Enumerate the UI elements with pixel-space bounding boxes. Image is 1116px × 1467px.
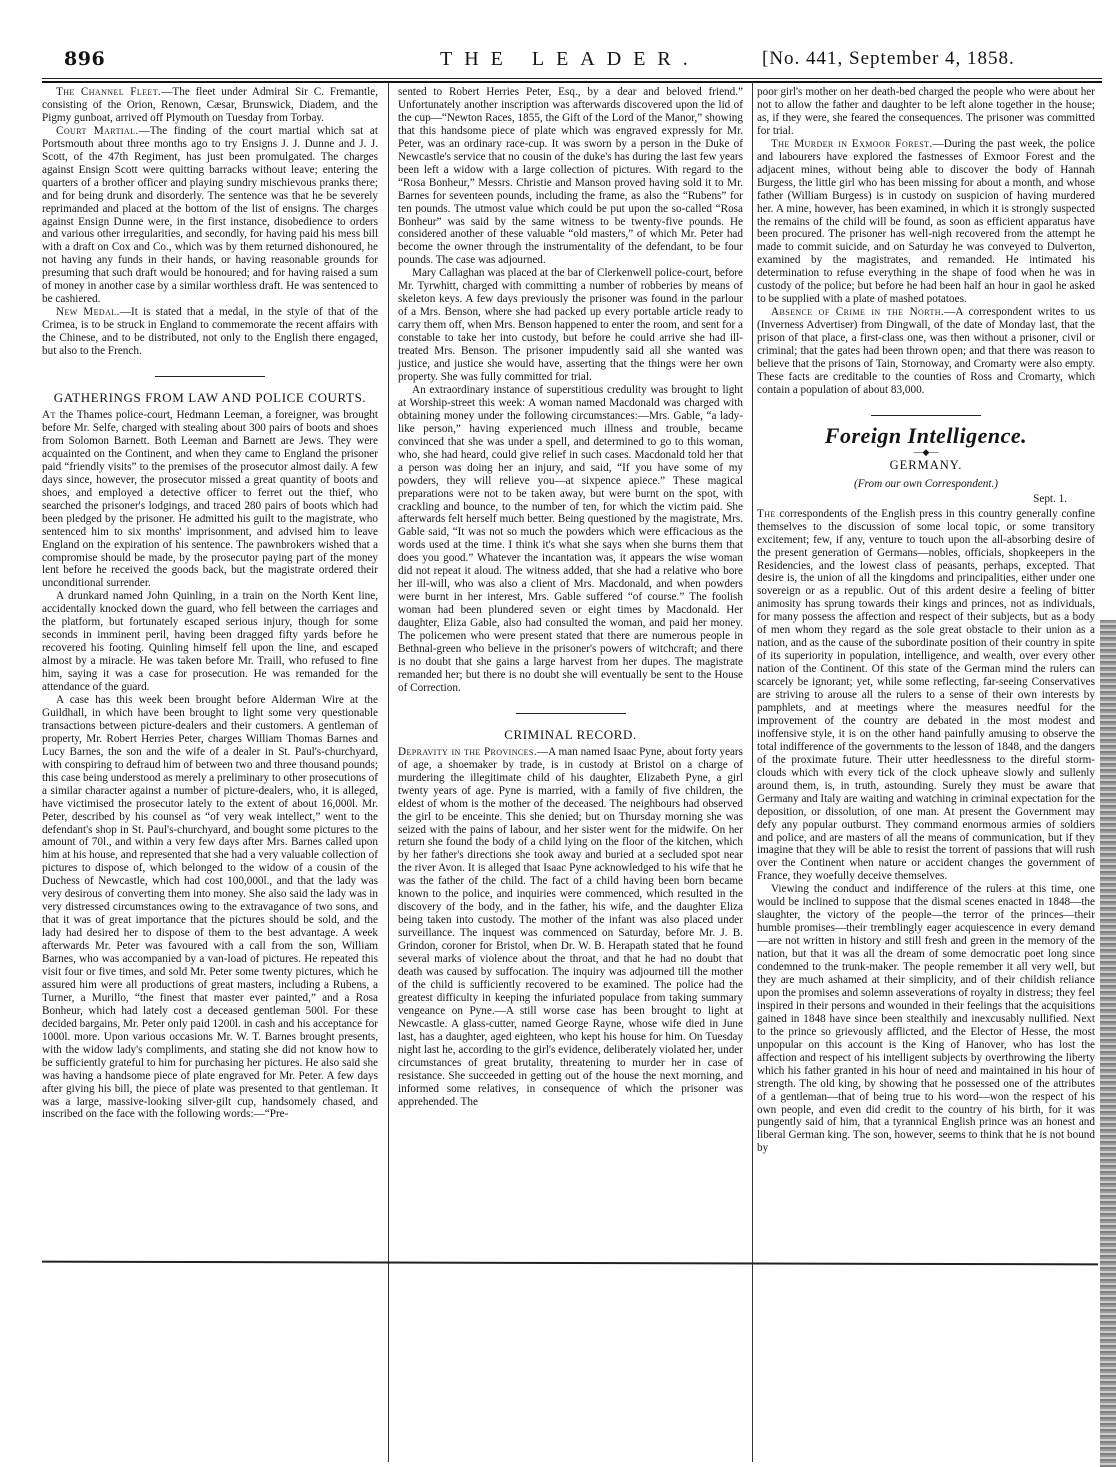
article-text: poor girl's mother on her death-bed charged the people who were about her not to allow the father and daughter to be left alone together in the house; as, if they were, she feared the consequences. The prisoner was committed for trial. [757, 86, 1095, 137]
page-fold-crease [42, 1261, 1098, 1266]
page-edge-shadow [1100, 620, 1116, 1467]
article-text: correspondents of the English press in this country generally confine themselves to the discussion of some local topic, or some transitory excitement; few, if any, venture to touch upon the all-absorbing desire of the present generation of Germans—nobles, officials, shopkeepers in the Residencies, and the lowest class of peasants, perhaps, excepted. That desire is, the union of all the kingdoms and principalities, either under one sovereign or as a republic. Out of this ardent desire a feeling of bitter animosity has sprung towards their kings and princes, not as individuals, for many possess the affection and respect of their subjects, but as a body of men whom they regard as the sole great obstacle to their union as a nation, and as the cause of the subordinate position of their country in spite of its superiority in population, intelligence, and wealth, over every other nation of the Continent. Of this state of the German mind the rulers can scarcely be ignorant; yet, while some reflecting, far-seeing Conservatives are striving to arouse all the rulers to a sense of their own interests by pamphlets, and at meetings where the measures needful for the improvement of the country are debated in the most modest and inoffensive style, it is on the other hand painfully amusing to observe the total indifference of the governments to the lesson of 1848, and the dangers of the proximate future. Their utter heedlessness to the direful storm-clouds which with every tick of the clock upheave slowly and sullenly around them, is, in truth, astounding. Surely they must be aware that Germany and Italy are waiting and watching in criminal expectation for the deposition, or dissolution, of one man. At present the Government may defy any popular outburst. They command enormous armies of soldiers and police, and are masters of all the means of communication, but if they imagine that they will be able to resist the torrent of passions that will rush over the Continent when nature or accident changes the government of France, they woefully deceive themselves. [757, 507, 1095, 883]
ornament-divider: —◆— [913, 446, 939, 457]
byline: (From our own Correspondent.) [854, 477, 998, 490]
section-title-law-police: GATHERINGS FROM LAW AND POLICE COURTS. [53, 390, 367, 406]
article-paragraph [42, 409, 378, 590]
section-title-criminal-record: CRIMINAL RECORD. [504, 726, 637, 742]
article-paragraph [757, 508, 1095, 884]
section-title-foreign-intelligence: Foreign Intelligence. [824, 422, 1028, 448]
page-header [42, 48, 1102, 74]
article-lead: The Murder in Exmoor Forest. [771, 137, 933, 150]
column-3 [757, 86, 1095, 1155]
article-text: —A man named Isaac Pyne, about forty years of age, a shoemaker by trade, is in custody at Bristol on a charge of murdering the illegitimate child of his daughter, Elizabeth Pyne, a girl twenty years of age. Pyne is married, with a family of five children, the eldest of whom is the mother of the deceased. The neighbours had observed the girl to be enceinte. This she denied; but on Thursday morning she was seized with the pains of labour, and her sister went for the midwife. On her return she found the body of a child lying on the floor of the kitchen, which by her father's directions she took away and buried at a secluded spot near the river Avon. It is alleged that Isaac Pyne acknowledged to his wife that he was the father of the child. The fact of a child having been born became known to the police, and inquiries were commenced, which resulted in the discovery of the body, and in the father, his wife, and the daughter Eliza being taken into custody. The mother of the infant was also placed under surveillance. The inquest was commenced on Saturday, before Mr. J. B. Grindon, coroner for Bristol, when Dr. W. B. Herapath stated that he found several marks of violence about the throat, and that he had no doubt that death was caused by suffocation. The inquiry was adjourned till the mother of the child is sufficiently recovered to be examined. The police had the greatest difficulty in keeping the infuriated populace from taking summary vengeance on Pyne.—A still worse case has been brought to light at Newcastle. A glass-cutter, named George Rayne, whose wife died in June last, has a daughter, aged eighteen, who kept his house for him. On Tuesday night last he, according to the girl's evidence, deliberately violated her, under circumstances of great brutality, threatening to murder her in case of resistance. She succeeded in getting out of the house the next morning, and informed some relatives, in consequence of which the prisoner was apprehended. The [398, 745, 743, 1108]
article-text: —It is stated that a medal, in the style of that of the Crimea, is to be struck in England to commemorate the recent affairs with the Chinese, and to be distributed, not only to the English there engaged, but also to the French. [42, 306, 378, 358]
article-court-martial [42, 125, 378, 306]
article-text: A drunkard named John Quinling, in a train on the North Kent line, accidentally knocked down the guard, who fell between the carriages and the platform, but fortunately escaped serious injury, though for some seconds in imminent peril, having been dragged fifty yards before he recovered his footing. Quinling himself fell upon the line, and escaped almost by a miracle. He was taken before Mr. Traill, who refused to fine him, saying it was a case for prosecution. He was remanded for the attendance of the guard. [42, 590, 378, 694]
article-depravity [398, 746, 743, 1109]
section-divider [516, 713, 626, 714]
article-lead: Absence of Crime in the North. [771, 306, 945, 319]
page-number: 896 [64, 48, 106, 70]
column-divider [752, 82, 753, 1462]
article-text: Mary Callaghan was placed at the bar of Clerkenwell police-court, before Mr. Tyrwhitt, charged with committing a number of robberies by means of skeleton keys. A few days previously the prisoner was found in the parlour of a Mrs. Benson, where she had packed up every portable article ready to carry them off, when Mrs. Benson happened to enter the room, and sent for a constable to take her into custody, but before he could arrive she had ill-treated Mrs. Benson. The prisoner impudently said all she wanted was justice, and justice she would have, asserting that the things were her own property. She was fully committed for trial. [398, 267, 743, 383]
article-absence-crime [757, 306, 1095, 397]
issue-date: [No. 441, September 4, 1858. [762, 48, 1015, 69]
article-lead: New Medal. [56, 306, 120, 319]
article-text: the Thames police-court, Hedmann Leeman, a foreigner, was brought before Mr. Selfe, charged with stealing about 300 pairs of boots and shoes from Solomon Barnett. Both Leeman and Barnett are Jews. They were acquainted on the Continent, and when they came to England the prisoner paid “friendly visits” to the premises of the prosecutor almost daily. A few days since, however, the prosecutor missed a great quantity of boots and shoes, and employed a detective officer to ferret out the thief, who searched the prisoner's lodgings, and traced 280 pairs of boots which had been pledged by the prisoner. He admitted his guilt to the magistrate, who sentenced him to six months' imprisonment, and advised him to leave England on the expiration of his sentence. The pawnbrokers wished that a compromise should be made, by the prosecutor paying part of the money lent before he received the goods back, but the magistrate ordered their unconditional surrender. [42, 409, 378, 590]
article-text: A case has this week been brought before Alderman Wire at the Guildhall, in which have been brought to light some very questionable transactions between picture-dealers and their customers. A gentleman of property, Mr. Robert Herries Peter, charges William Thomas Barnes and Lucy Barnes, the son and the wife of a dealer in St. Paul's-churchyard, with conspiring to defraud him of between two and three thousand pounds; this case being understood as merely a preliminary to other prosecutions of a similar character against a number of picture-dealers, who, it is alleged, have victimised the prosecutor lately to the extent of about 16,000l. Mr. Peter, described by his counsel as “of very weak intellect,” went to the defendant's shop in St. Paul's-churchyard, and bought some pictures to the amount of 70l., and within a very few days after Mrs. Barnes called upon him at his house, and represented that she had a very valuable collection of pictures to dispose of, which belonged to the widow of a cousin of the Duchess of Newcastle, which had cost 100,000l., and that the lady was very desirous of converting them into money. She also said the lady was in very distressed circumstances owing to the extravagance of two sons, and that it was of great importance that the pictures should be sold, and the lady had desired her to dispose of them to the best advantage. A week afterwards Mr. Peter was favoured with a call from the son, William Barnes, who was accompanied by a van-load of pictures. He repeated this visit four or five times, and sold Mr. Peter some twenty pictures, which he assured him were all productions of great masters, including a Rubens, a Turner, a Murillo, “the finest that master ever painted,” and a Rosa Bonheur, which had lately cost a deceased gentleman 500l. For these decided bargains, Mr. Peter only paid 1200l. in cash and his acceptance for 1000l. more. Upon various occasions Mr. W. T. Barnes brought presents, with the widow lady's compliments, and stating she did not know how to be sufficiently grateful to him for purchasing her pictures. He also said she was having a handsome piece of plate engraved for Mr. Peter. A few days after giving his bill, the piece of plate was presented to that gentleman. It was a large, massive-looking silver-gilt cup, handsomely chased, and inscribed on the face with the following words:—“Pre- [42, 693, 378, 1121]
dateline: Sept. 1. [1033, 492, 1067, 505]
article-exmoor [757, 138, 1095, 306]
article-text: An extraordinary instance of superstitious credulity was brought to light at Worship-street this week: A woman named Macdonald was charged with obtaining money under the following circumstances:—Mrs. Gable, “a lady-like person,” having experienced much illness and trouble, became convinced that she was under a spell, and determined to go to this woman, who, she had heard, could give relief in such cases. Macdonald told her that a person was doing her an injury, and said, “If you have some of my powders, they will relieve you—at sixpence apiece.” These magical preparations were not to be taken away, but were burnt on the spot, with crackling and bounce, to the number of ten, for which the victim paid. She afterwards felt herself much better. Being questioned by the magistrate, Mrs. Gable said, “It was not so much the powders which were efficacious as the words used at the time. I think it's what she says when she burns them that does you good.” Whatever the incantation was, it appears the wise woman did not repeat it aloud. The witness added, that she had a relative who bore her ill-will, who was also a client of Mrs. Macdonald, and when powders were burnt in her interest, Mrs. Gable suffered “of course.” The foolish woman had been plundered seven or eight times by Macdonald. Her daughter, Eliza Gable, also had consulted the woman, and paid her money. The policemen who were present stated that there are numerous people in Bethnal-green who believe in the prisoner's powers of witchcraft; and there is no doubt that she gains a large harvest from her dupes. The magistrate remanded her; but there is no doubt she will eventually be sent to the House of Correction. [398, 383, 743, 694]
article-lead: At [42, 409, 56, 422]
article-text: —A correspondent writes to us (Inverness Advertiser) from Dingwall, of the date of Monday last, that the prison of that place, a first-class one, was then without a prisoner, civil or criminal; that the gates had been thrown open; and that there was reason to believe that the prisons of Tain, Stornoway, and Cromarty were also empty. These facts are creditable to the counties of Ross and Cromarty, which contain a population of about 83,000. [757, 306, 1096, 396]
article-paragraph [398, 267, 743, 384]
article-paragraph [398, 86, 743, 267]
article-text: —The fleet under Admiral Sir C. Fremantle, consisting of the Orion, Renown, Cæsar, Brunswick, Diadem, and the Pigmy gunboat, arrived off Plymouth on Tuesday from Torbay. [42, 86, 379, 124]
article-text: —During the past week, the police and labourers have explored the fastnesses of Exmoor Forest and the adjacent mines, without being able to discover the body of Hannah Burgess, the little girl who has been missing for about a month, and whose father (William Burgess) is in custody on suspicion of having murdered her. A mine, however, has been examined, in which it is strongly suspected the remains of the child will be found, as soon as efficient apparatus have been procured. The prisoner has well-nigh recovered from the attempt he made to commit suicide, and on Saturday he was conveyed to Dulverton, examined by the magistrates, and remanded. He intimated his determination to refuse everything in the shape of food when he was in custody of the police; but before he had been half an hour in gaol he asked to be supplied with a plate of mashed potatoes. [757, 137, 1095, 306]
article-paragraph [42, 694, 378, 1121]
article-paragraph [757, 883, 1095, 1155]
header-rule [42, 78, 1102, 83]
masthead: THE LEADER. [440, 48, 700, 70]
article-text: sented to Robert Herries Peter, Esq., by a dear and beloved friend.” Unfortunately another inscription was afterwards discovered upon the lid of the cup—“Newton Races, 1855, the Gift of the Lord of the Manor,” showing that this handsome piece of plate which was engraved expressly for Mr. Peter, was an ordinary race-cup. It was sworn by a person in the Duke of Newcastle's service that no cousin of the duke's has during the last few years been left a widow with a large collection of pictures. With regard to the “Rosa Bonheur,” Messrs. Christie and Manson proved having sold it to Mr. Barnes for seventeen pounds, including the frame, as also the “Rubens” for ten pounds. The utmost value which could be put upon the so-called “Rosa Bonheur” was said by the same witness to be twenty-five pounds. He considered another of these valuable “old masters,” of which Mr. Peter had become the owner through the instrumentality of the defendant, to be four pounds. The case was adjourned. [398, 86, 743, 267]
article-text: —The finding of the court martial which sat at Portsmouth about three months ago to try Ensigns J. J. Dunne and J. J. Scott, of the 47th Regiment, has just been promulgated. The charges against Ensign Scott were quitting barracks without leave; entering the quarters of a brother officer and playing sundry mischievous pranks there; and for being drunk and disorderly. The sentence was that he be severely reprimanded and placed at the bottom of the list of ensigns. The charges against Ensign Dunne were, in the first instance, disobedience to orders and various other irregularities, and secondly, for having paid his mess bill with a draft on Cox and Co., which was by them returned dishonoured, he not having any funds in their hands, or having reasonable grounds for presuming that such draft would be honoured; and for having raised a sum of money in another case by a similar worthless draft. He was sentenced to be cashiered. [42, 124, 378, 306]
article-new-medal [42, 306, 378, 358]
article-lead: The [757, 507, 776, 520]
article-text: Viewing the conduct and indifference of the rulers at this time, one would be inclined to suppose that the dismal scenes enacted in 1848—the slaughter, the victory of the people—the terror of the princes—their humble promises—their tremblingly eager acquiescence in every demand—are not written in history and still fresh and green in the memory of the nation, but that it was all the dream of some democratic poet long since condemned to the trunk-maker. The people remember it all very well, but they are much ashamed at their simplicity, and of their childish reliance upon the promises and solemn asseverations of royalty in distress; they feel inspired in their persons and wounded in their feelings that the acquisitions gained in 1848 have since been stealthily and inexcusably nullified. Next to the prince so grievously afflicted, and the Elector of Hesse, the most unpopular on this account is the King of Hanover, who has lost the affection and respect of his intelligent subjects by overthrowing the liberty which his father granted in his hour of need and maintained in his hour of strength. The old king, by showing that he possessed one of the attributes of a gentleman—that of being true to his word—won the respect of his own people, and even did credit to the country of his birth, for it was pungently said of him, that a tyrannical English prince was an honest and liberal German king. The son, however, seems to think that he is not bound by [757, 883, 1095, 1155]
section-divider [155, 376, 265, 377]
subsection-title-germany: GERMANY. [889, 457, 963, 472]
article-channel-fleet [42, 86, 378, 125]
article-paragraph [398, 384, 743, 695]
article-paragraph [757, 86, 1095, 138]
column-divider [388, 82, 389, 1462]
section-divider [871, 415, 981, 416]
article-lead: Court Martial. [56, 124, 139, 137]
article-paragraph [42, 590, 378, 694]
article-lead: The Channel Fleet. [56, 86, 162, 98]
column-1 [42, 86, 378, 1121]
column-2 [398, 86, 743, 1108]
article-lead: Depravity in the Provinces. [398, 745, 537, 758]
